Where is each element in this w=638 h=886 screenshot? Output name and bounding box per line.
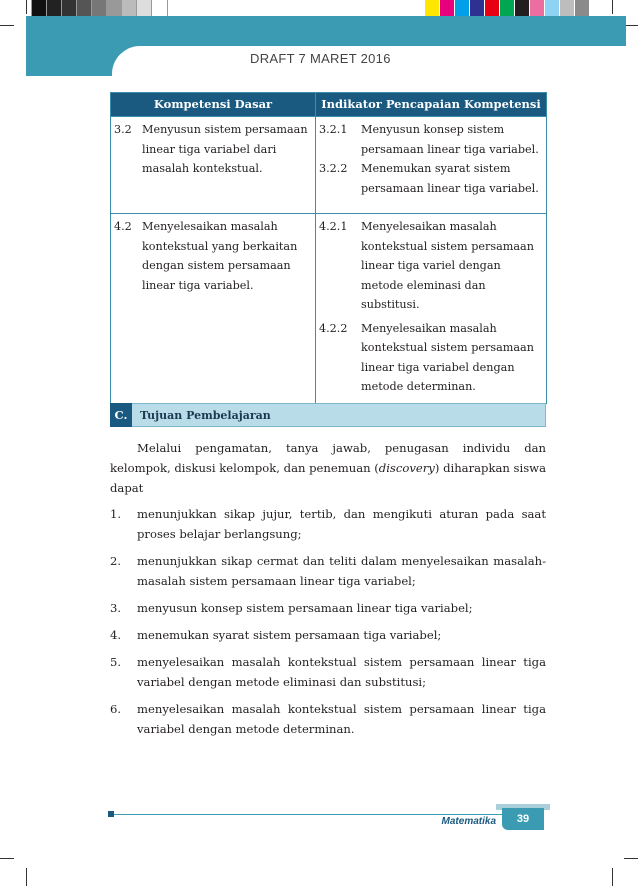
crop-mark	[0, 858, 14, 859]
item-number: 1.	[110, 507, 122, 521]
item-text: menunjukkan sikap jujur, tertib, dan mengikuti aturan pada saat proses belajar berlangsung;	[137, 507, 546, 541]
table-row	[111, 117, 547, 214]
column-header-kd: Kompetensi Dasar	[111, 93, 316, 117]
indicator-number: 3.2.2	[319, 162, 348, 175]
footer-marker	[108, 811, 114, 817]
crop-mark	[26, 0, 27, 14]
footer-rule	[112, 814, 532, 815]
crop-mark	[612, 0, 613, 14]
item-text: menyelesaikan masalah kontekstual sistem persamaan linear tiga variabel dengan metode eliminasi dan substitusi;	[137, 655, 546, 689]
item-text: menyusun konsep sistem persamaan linear tiga variabel;	[137, 601, 473, 615]
kd-cell	[111, 214, 316, 404]
intro-text: Melalui pengamatan, tanya jawab, penugasan individu dan kelompok, diskusi kelompok, dan penemuan (	[110, 441, 546, 475]
crop-mark	[26, 868, 27, 886]
indicator-text: Menemukan syarat sistem persamaan linear tiga variabel.	[361, 162, 539, 195]
item-number: 4.	[110, 628, 122, 642]
item-text: menyelesaikan masalah kontekstual sistem persamaan linear tiga variabel dengan metode determinan.	[137, 702, 546, 736]
table-row	[111, 214, 547, 404]
draft-label: DRAFT 7 MARET 2016	[250, 51, 391, 66]
indicator-number: 3.2.1	[319, 123, 348, 136]
column-header-indicator: Indikator Pencapaian Kompetensi	[316, 93, 547, 117]
kd-text: Menyusun sistem persamaan linear tiga variabel dari masalah kontekstual.	[142, 123, 308, 175]
indicator-text: Menyusun konsep sistem persamaan linear tiga variabel.	[361, 123, 539, 156]
kd-cell	[111, 117, 316, 214]
kd-number: 3.2	[114, 123, 132, 136]
section-heading	[110, 403, 546, 427]
intro-paragraph	[110, 438, 546, 498]
list-item	[110, 652, 546, 692]
crop-mark	[624, 858, 638, 859]
indicator-number: 4.2.2	[319, 321, 348, 335]
page-number: 39	[502, 808, 544, 830]
indicator-text: Menyelesaikan masalah kontekstual sistem persamaan linear tiga variabel dengan metode determinan.	[361, 321, 534, 393]
list-item	[110, 551, 546, 591]
item-text: menemukan syarat sistem persamaan tiga variabel;	[137, 628, 442, 642]
kd-text: Menyelesaikan masalah kontekstual yang berkaitan dengan sistem persamaan linear tiga variabel.	[142, 220, 298, 292]
header-band	[26, 16, 626, 76]
section-title: Tujuan Pembelajaran	[140, 408, 271, 422]
objectives-list	[110, 504, 546, 739]
item-number: 2.	[110, 554, 122, 568]
indicator-number: 4.2.1	[319, 220, 348, 233]
competency-table	[110, 92, 547, 404]
kd-number: 4.2	[114, 220, 132, 233]
intro-italic-term: discovery	[378, 461, 435, 475]
footer-subject: Matematika	[441, 816, 496, 827]
crop-mark	[0, 25, 14, 26]
crop-mark	[624, 25, 638, 26]
indicator-cell	[316, 117, 547, 214]
crop-mark	[612, 868, 613, 886]
body-text	[110, 438, 546, 746]
list-item	[110, 504, 546, 544]
indicator-text: Menyelesaikan masalah kontekstual sistem persamaan linear tiga variel dengan metode eleminasi dan substitusi.	[361, 220, 534, 311]
item-number: 3.	[110, 601, 122, 615]
section-letter: C.	[110, 403, 132, 427]
item-number: 6.	[110, 702, 122, 716]
indicator-cell	[316, 214, 547, 404]
item-text: menunjukkan sikap cermat dan teliti dalam menyelesaikan masalah-masalah sistem persamaan linear tiga variabel;	[137, 554, 546, 588]
intro-text-end: ) diharapkan siswa dapat	[110, 461, 546, 495]
list-item	[110, 625, 546, 645]
list-item	[110, 598, 546, 618]
item-number: 5.	[110, 655, 122, 669]
list-item	[110, 699, 546, 739]
